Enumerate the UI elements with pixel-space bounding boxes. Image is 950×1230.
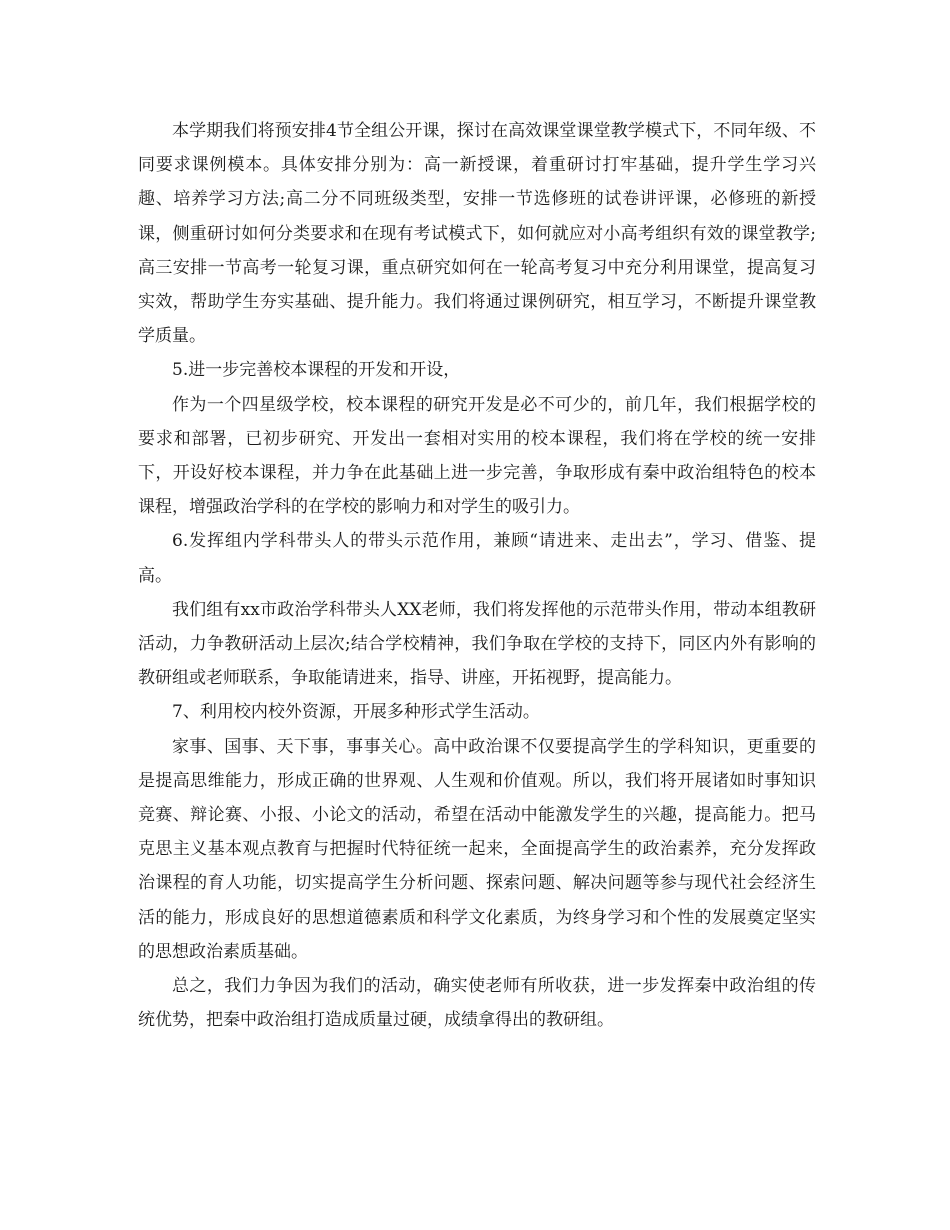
paragraph-open-classes: 本学期我们将预安排4节全组公开课，探讨在高效课堂课堂教学模式下，不同年级、不同要求课例模本。具体安排分别为：高一新授课，着重研讨打牢基础，提升学生学习兴趣、培养学习方法;高二分不同班级类型，安排一节选修班的试卷讲评课，必修班的新授课，侧重研讨如何分类要求和在现有考试模式下，如何就应对小高考组织有效的课堂教学;高三安排一节高考一轮复习课，重点研究如何在一轮高考复习中充分利用课堂，提高复习实效，帮助学生夯实基础、提升能力。我们将通过课例研究，相互学习，不断提升课堂教学质量。	[138, 121, 816, 347]
paragraph-school-curriculum: 作为一个四星级学校，校本课程的研究开发是必不可少的，前几年，我们根据学校的要求和部署，已初步研究、开发出一套相对实用的校本课程，我们将在学校的统一安排下，开设好校本课程，并力争在此基础上进一步完善，争取形成有秦中政治组特色的校本课程，增强政治学科的在学校的影响力和对学生的吸引力。	[138, 394, 816, 518]
paragraph-subject-leader: 我们组有xx市政治学科带头人XX老师，我们将发挥他的示范带头作用，带动本组教研活动，力争教研活动上层次;结合学校精神，我们争取在学校的支持下，同区内外有影响的教研组或老师联系，争取能请进来，指导、讲座，开拓视野，提高能力。	[138, 599, 816, 689]
heading-subject-leader: 6.发挥组内学科带头人的带头示范作用，兼顾“请进来、走出去”，学习、借鉴、提高。	[138, 531, 816, 586]
paragraph-student-activities: 家事、国事、天下事，事事关心。高中政治课不仅要提高学生的学科知识，更重要的是提高思维能力，形成正确的世界观、人生观和价值观。所以，我们将开展诸如时事知识竞赛、辩论赛、小报、小论文的活动，希望在活动中能激发学生的兴趣，提高能力。把马克思主义基本观点教育与把握时代特征统一起来，全面提高学生的政治素养，充分发挥政治课程的育人功能，切实提高学生分析问题、探索问题、解决问题等参与现代社会经济生活的能力，形成良好的思想道德素质和科学文化素质，为终身学习和个性的发展奠定坚实的思想政治素质基础。	[138, 736, 816, 962]
heading-school-curriculum: 5.进一步完善校本课程的开发和开设，	[172, 360, 461, 381]
document-body	[138, 114, 816, 1037]
heading-student-activities: 7、利用校内校外资源，开展多种形式学生活动。	[172, 702, 540, 723]
paragraph-conclusion: 总之，我们力争因为我们的活动，确实使老师有所收获，进一步发挥秦中政治组的传统优势，把秦中政治组打造成质量过硬，成绩拿得出的教研组。	[138, 976, 816, 1031]
